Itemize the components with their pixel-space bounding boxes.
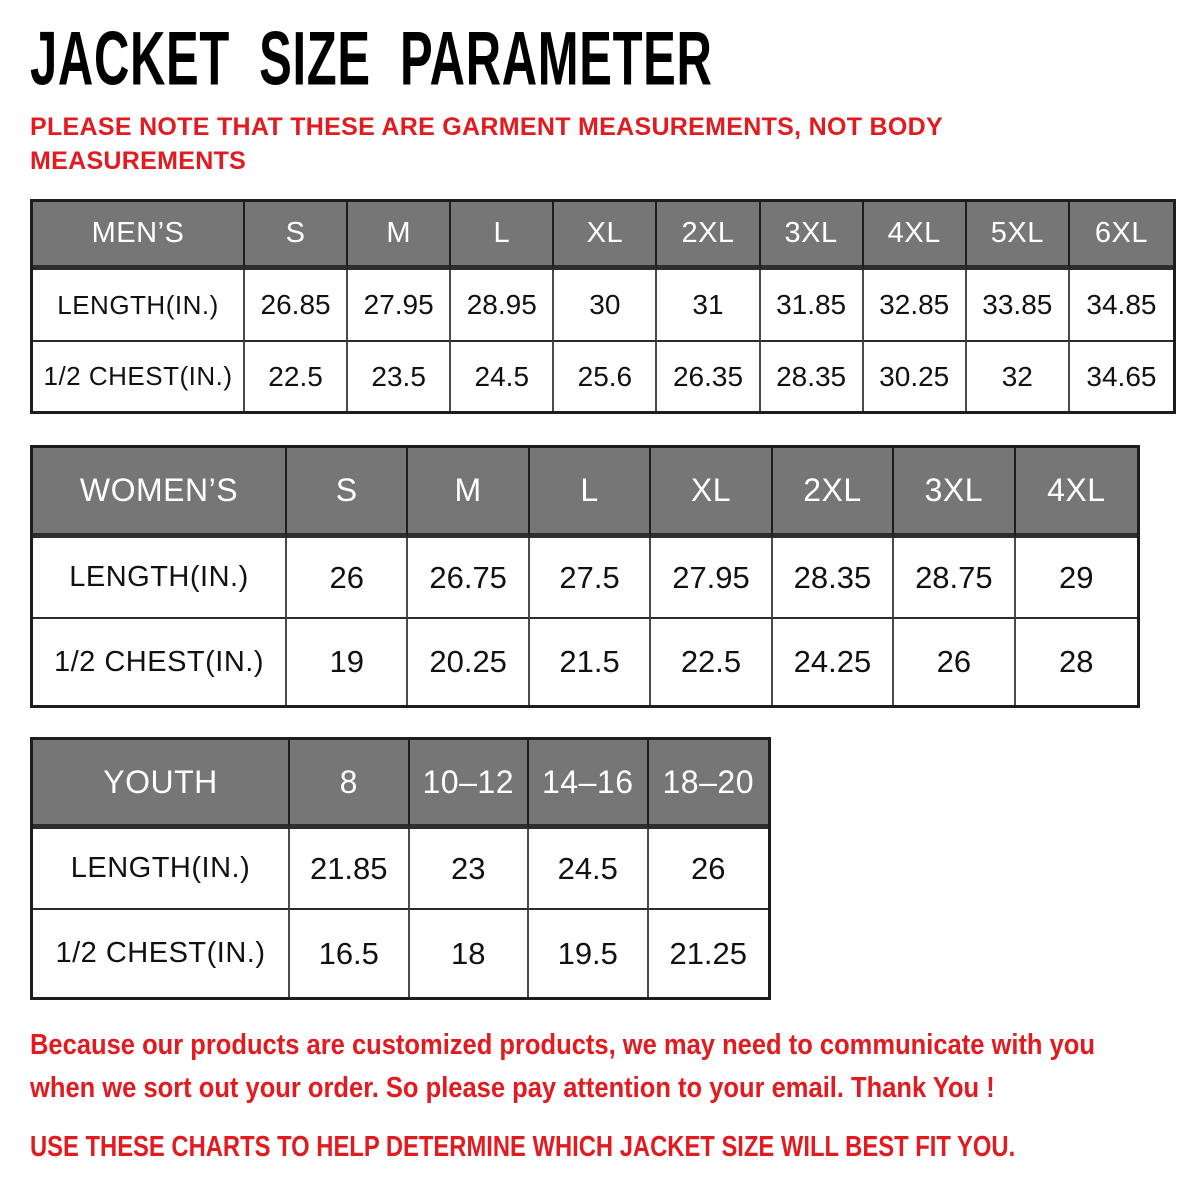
size-header-cell: XL [554, 202, 657, 270]
size-header-cell: 3XL [761, 202, 864, 270]
size-value: 27.5 [530, 538, 651, 619]
size-value: 27.95 [651, 538, 772, 619]
chart-usage-hint-line: USE THESE CHARTS TO HELP DETERMINE WHICH JACKET SIZE WILL BEST FIT YOU. [30, 1131, 1016, 1163]
size-header-cell: L [530, 448, 651, 538]
size-value: 19 [287, 619, 408, 705]
size-header-cell: 3XL [894, 448, 1015, 538]
customization-notice-line: Because our products are customized products, we may need to communicate with you [30, 1029, 1095, 1061]
page-title-text: JACKET SIZE PARAMETER [30, 16, 713, 102]
size-value: 25.6 [554, 342, 657, 411]
size-value: 33.85 [967, 270, 1070, 342]
size-value: 28.35 [773, 538, 894, 619]
table-title-youth: YOUTH [33, 740, 290, 829]
size-value: 24.25 [773, 619, 894, 705]
page-title [30, 16, 1034, 102]
size-header-cell: M [408, 448, 529, 538]
size-value: 16.5 [290, 910, 410, 997]
size-table-mens [30, 199, 1176, 414]
size-value: 20.25 [408, 619, 529, 705]
size-value: 26.75 [408, 538, 529, 619]
size-value: 32.85 [864, 270, 967, 342]
size-value: 26.35 [657, 342, 760, 411]
size-value: 32 [967, 342, 1070, 411]
customization-notice-line: when we sort out your order. So please pay attention to your email. Thank You ! [30, 1072, 995, 1104]
size-value: 27.95 [348, 270, 451, 342]
measurement-label: 1/2 CHEST(IN.) [33, 619, 287, 705]
size-header-cell: M [348, 202, 451, 270]
size-value: 34.85 [1070, 270, 1173, 342]
size-value: 30.25 [864, 342, 967, 411]
size-value: 29 [1016, 538, 1137, 619]
note-line: MEASUREMENTS [30, 147, 247, 175]
size-table-womens [30, 445, 1140, 708]
measurement-label: LENGTH(IN.) [33, 829, 290, 910]
size-header-cell: S [245, 202, 348, 270]
size-header-cell: 5XL [967, 202, 1070, 270]
measurement-label: LENGTH(IN.) [33, 270, 245, 342]
size-header-cell: S [287, 448, 408, 538]
size-header-cell: 6XL [1070, 202, 1173, 270]
size-value: 26 [649, 829, 769, 910]
size-header-cell: 4XL [1016, 448, 1137, 538]
size-value: 28.35 [761, 342, 864, 411]
size-value: 18 [410, 910, 530, 997]
size-value: 31 [657, 270, 760, 342]
size-header-cell: 2XL [773, 448, 894, 538]
note-line: PLEASE NOTE THAT THESE ARE GARMENT MEASUREMENTS, NOT BODY [30, 113, 943, 141]
size-value: 28.95 [451, 270, 554, 342]
size-header-cell: 14–16 [529, 740, 649, 829]
size-value: 22.5 [245, 342, 348, 411]
size-value: 31.85 [761, 270, 864, 342]
size-value: 24.5 [529, 829, 649, 910]
size-value: 21.85 [290, 829, 410, 910]
size-value: 22.5 [651, 619, 772, 705]
garment-measurement-note [30, 110, 943, 178]
size-header-cell: L [451, 202, 554, 270]
size-value: 26 [287, 538, 408, 619]
table-title-womens: WOMEN’S [33, 448, 287, 538]
size-header-cell: XL [651, 448, 772, 538]
size-value: 30 [554, 270, 657, 342]
size-value: 34.65 [1086, 360, 1157, 392]
size-value: 28.75 [894, 538, 1015, 619]
size-value: 23 [410, 829, 530, 910]
size-table-youth [30, 737, 771, 1000]
size-header-cell: 4XL [864, 202, 967, 270]
size-value: 21.25 [669, 935, 748, 971]
measurement-label: LENGTH(IN.) [33, 538, 287, 619]
size-header-cell: 8 [290, 740, 410, 829]
size-value: 24.5 [451, 342, 554, 411]
measurement-label: 1/2 CHEST(IN.) [33, 910, 290, 997]
size-value: 26 [894, 619, 1015, 705]
size-value: 26.85 [245, 270, 348, 342]
size-value: 19.5 [529, 910, 649, 997]
size-value: 23.5 [348, 342, 451, 411]
table-title-mens: MEN’S [33, 202, 245, 270]
chart-usage-hint [30, 1125, 1200, 1169]
customization-notice [30, 1024, 1200, 1110]
size-value: 21.5 [530, 619, 651, 705]
size-header-cell: 2XL [657, 202, 760, 270]
size-header-cell: 10–12 [410, 740, 530, 829]
measurement-label: 1/2 CHEST(IN.) [33, 342, 245, 411]
size-value: 28 [1059, 644, 1094, 679]
size-header-cell: 18–20 [649, 740, 769, 829]
